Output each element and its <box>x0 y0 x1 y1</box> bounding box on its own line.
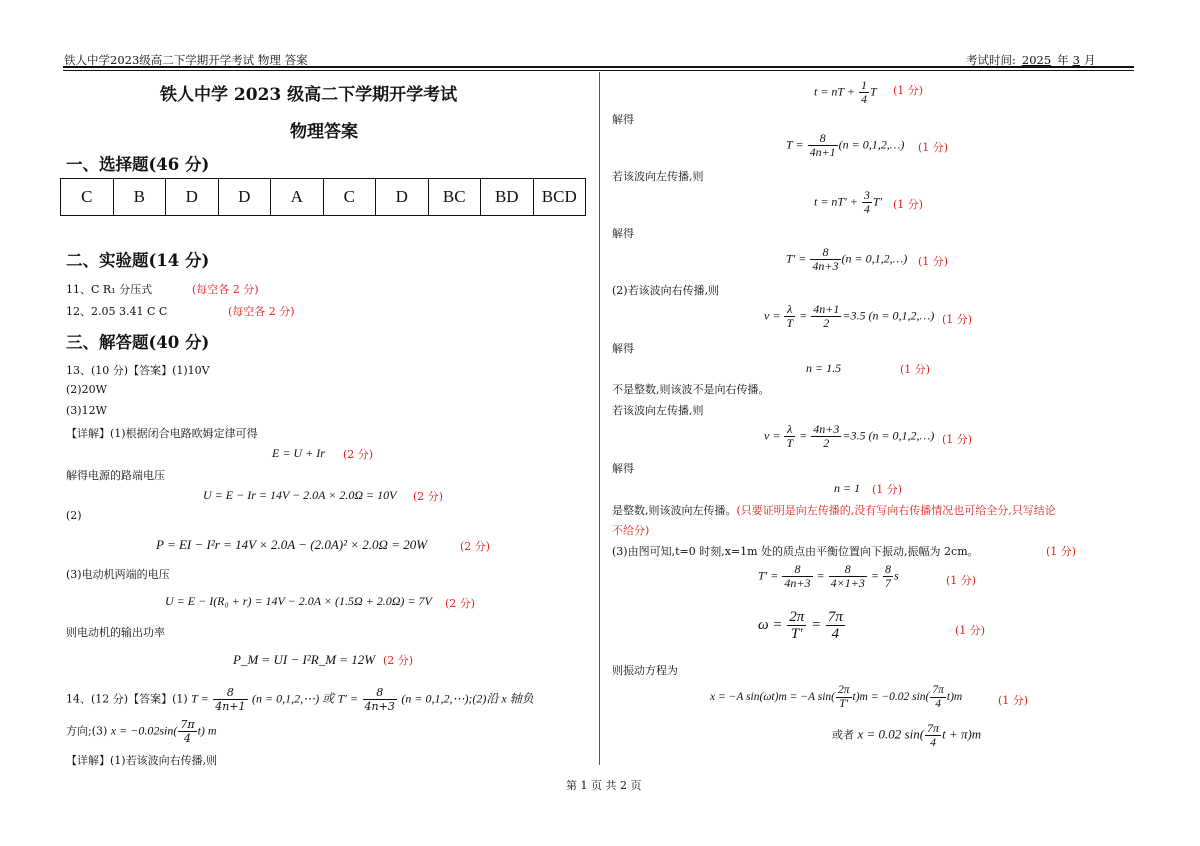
section1-heading: 一、选择题(46 分) <box>66 155 210 174</box>
part2-intro: (2)若该波向右传播,则 <box>612 284 720 297</box>
eq-n-1: n = 1 <box>834 481 861 495</box>
score-1l: (1 分) <box>998 694 1029 707</box>
q13-header: 13、(10 分)【答案】(1)10V <box>66 364 210 377</box>
score-1f: (1 分) <box>900 363 931 376</box>
solve-3: 解得 <box>612 342 634 355</box>
score-1k: (1 分) <box>955 624 986 637</box>
eq-v-right-tail: =3.5 (n = 0,1,2,…) <box>842 308 935 323</box>
eq-n-1-5: n = 1.5 <box>806 361 842 375</box>
answer-cell: BCD <box>533 179 586 216</box>
q14-line2-a: 方向;(3) <box>66 724 108 738</box>
q14-frac-3: $\frac{7\pi}{4}$ <box>180 718 195 745</box>
eq-T-right-tail: (n = 0,1,2,…) <box>838 137 905 152</box>
eq-v-left: v = $\frac{\lambda}{T}$ = $\frac{4n+3}{2}$ =3.5 (n = 0,1,2,…) <box>764 422 935 450</box>
score-1d: (1 分) <box>918 255 949 268</box>
q14-frac-2: $\frac{8}{4n+3}$ <box>364 686 395 713</box>
eq-v-right: v = $\frac{\lambda}{T}$ = $\frac{4n+1}{2}$ =3.5 (n = 0,1,2,…) <box>764 302 935 330</box>
header-rule <box>63 66 1134 68</box>
not-integer-text: 不是整数,则该波不是向右传播。 <box>612 383 770 396</box>
or-text: 或者 <box>832 728 854 742</box>
eq-power-score: (2 分) <box>460 540 491 553</box>
score-1i: (1 分) <box>1046 545 1077 558</box>
q14-mid-text: (n = 0,1,2,⋯) 或 <box>252 691 335 706</box>
eq-Tp-right: T′ = $\frac{8}{4n+3}$ (n = 0,1,2,…) <box>786 245 908 273</box>
header-left: 铁人中学2023级高二下学期开学考试 物理 答案 <box>64 53 308 67</box>
exam-time-label: 考试时间: <box>966 53 1016 67</box>
eq-Tp-right-tail: (n = 0,1,2,…) <box>841 251 908 266</box>
eq-motor-voltage: U = E − I(R₀ + r) = 14V − 2.0A × (1.5Ω + 2.0Ω) = 7V <box>165 594 432 608</box>
exam-year: 2025 <box>1021 53 1052 67</box>
section2-heading: 二、实验题(14 分) <box>66 251 210 270</box>
eq-t-right: t = nT + $\frac{1}{4}$ T <box>814 78 877 106</box>
exam-month: 3 <box>1072 53 1080 67</box>
q13-text-2: (2) <box>66 509 82 522</box>
answer-cell: BC <box>428 179 481 216</box>
q14-T-symbol: T = <box>191 691 209 706</box>
answer-cell: BD <box>481 179 534 216</box>
q13-text-4: 则电动机的输出功率 <box>66 626 165 639</box>
score-1g: (1 分) <box>942 433 973 446</box>
answer-row <box>61 179 586 216</box>
column-divider <box>599 72 600 765</box>
year-unit: 年 <box>1057 53 1069 67</box>
q11-answer: 11、C R₁ 分压式 <box>66 283 153 296</box>
q14-header-text: 14、(12 分)【答案】(1) <box>66 692 188 706</box>
left-prop-text: 若该波向左传播,则 <box>612 170 704 183</box>
grading-note: (只要证明是向左传播的,没有写向右传播情况也可给全分,只写结论 <box>736 504 1056 517</box>
q14-detail: 【详解】(1)若该波向右传播,则 <box>66 754 218 767</box>
score-1h: (1 分) <box>872 483 903 496</box>
answer-cell: C <box>323 179 376 216</box>
answer-table <box>60 178 586 216</box>
q14-line2-c: t) m <box>197 723 217 738</box>
q13-answer-2: (2)20W <box>66 383 107 396</box>
q14-Tp-symbol: T′ = <box>337 691 359 706</box>
score-1j: (1 分) <box>946 574 977 587</box>
score-1a: (1 分) <box>893 84 924 97</box>
eq-motor-voltage-score: (2 分) <box>445 597 476 610</box>
eq-Tp-value: T′ = $\frac{8}{4n+3}$ = $\frac{8}{4\times 1+3}$ = $\frac{8}{7}$ s <box>758 562 899 590</box>
eq-output-power: P_M = UI − I²R_M = 12W <box>233 652 376 667</box>
answer-cell: A <box>271 179 324 216</box>
answer-cell: D <box>376 179 429 216</box>
conclusion-line <box>612 502 1056 518</box>
month-unit: 月 <box>1083 53 1096 67</box>
q14-line2-b: x = −0.02sin( <box>110 723 178 738</box>
eq-ohm-score: (2 分) <box>343 448 374 461</box>
part3-intro: (3)由图可知,t=0 时刻,x=1m 处的质点由平衡位置向下振动,振幅为 2cm。 <box>612 545 979 558</box>
score-1c: (1 分) <box>893 198 924 211</box>
eq-alt-tail: t + π)m <box>942 726 982 742</box>
solve-2: 解得 <box>612 227 634 240</box>
eq-terminal-voltage-score: (2 分) <box>413 490 444 503</box>
eq-t-left: t = nT′ + $\frac{3}{4}$ T′ <box>814 188 883 216</box>
answer-cell: B <box>113 179 166 216</box>
q13-answer-3: (3)12W <box>66 404 107 417</box>
page-footer: 第 1 页 共 2 页 <box>566 779 642 792</box>
eq-terminal-voltage: U = E − Ir = 14V − 2.0A × 2.0Ω = 10V <box>203 488 397 502</box>
section3-heading: 三、解答题(40 分) <box>66 333 210 352</box>
vibration-intro: 则振动方程为 <box>612 664 678 677</box>
eq-ohm: E = U + Ir <box>272 446 325 460</box>
is-integer-text: 是整数,则该波向左传播。 <box>612 504 737 517</box>
q12-note: (每空各 2 分) <box>228 305 295 318</box>
header-rule-thin <box>63 70 1134 71</box>
score-1e: (1 分) <box>942 313 973 326</box>
q13-text-3: (3)电动机两端的电压 <box>66 568 170 581</box>
answer-cell: C <box>61 179 114 216</box>
page-title: 铁人中学 2023 级高二下学期开学考试 <box>160 85 458 105</box>
grading-note-2: 不给分) <box>612 524 650 537</box>
q13-detail: 【详解】(1)根据闭合电路欧姆定律可得 <box>66 427 258 440</box>
q14-header <box>66 686 534 713</box>
eq-vibration: x = −A sin(ωt)m = −A sin( $\frac{2\pi}{T'}$ t)m = −0.02 sin( $\frac{7\pi}{4}$ t)m <box>710 684 963 710</box>
solve-1: 解得 <box>612 113 634 126</box>
q14-line2 <box>66 718 217 745</box>
answer-cell: D <box>166 179 219 216</box>
page-subtitle: 物理答案 <box>290 122 358 142</box>
solve-4: 解得 <box>612 462 634 475</box>
q11-note: (每空各 2 分) <box>192 283 259 296</box>
eq-Tp-value-tail: s <box>893 568 899 583</box>
q12-answer: 12、2.05 3.41 C C <box>66 305 168 318</box>
q14-mid2-text: (n = 0,1,2,⋯);(2)沿 x 轴负 <box>401 691 534 706</box>
eq-output-power-score: (2 分) <box>383 654 414 667</box>
score-1b: (1 分) <box>918 141 949 154</box>
eq-omega: ω = $\frac{2\pi}{T'}$ = $\frac{7\pi}{4}$ <box>758 609 843 642</box>
eq-power: P = EI − I²r = 14V × 2.0A − (2.0A)² × 2.0Ω = 20W <box>156 537 428 552</box>
q14-frac-1: $\frac{8}{4n+1}$ <box>215 686 246 713</box>
q13-text-1: 解得电源的路端电压 <box>66 469 165 482</box>
eq-alt: 或者 x = 0.02 sin( $\frac{7\pi}{4}$ t + π)m <box>832 721 982 749</box>
left-prop-text-2: 若该波向左传播,则 <box>612 404 704 417</box>
answer-cell: D <box>218 179 271 216</box>
eq-T-right: T = $\frac{8}{4n+1}$ (n = 0,1,2,…) <box>786 131 905 159</box>
eq-v-left-tail: =3.5 (n = 0,1,2,…) <box>842 428 935 443</box>
